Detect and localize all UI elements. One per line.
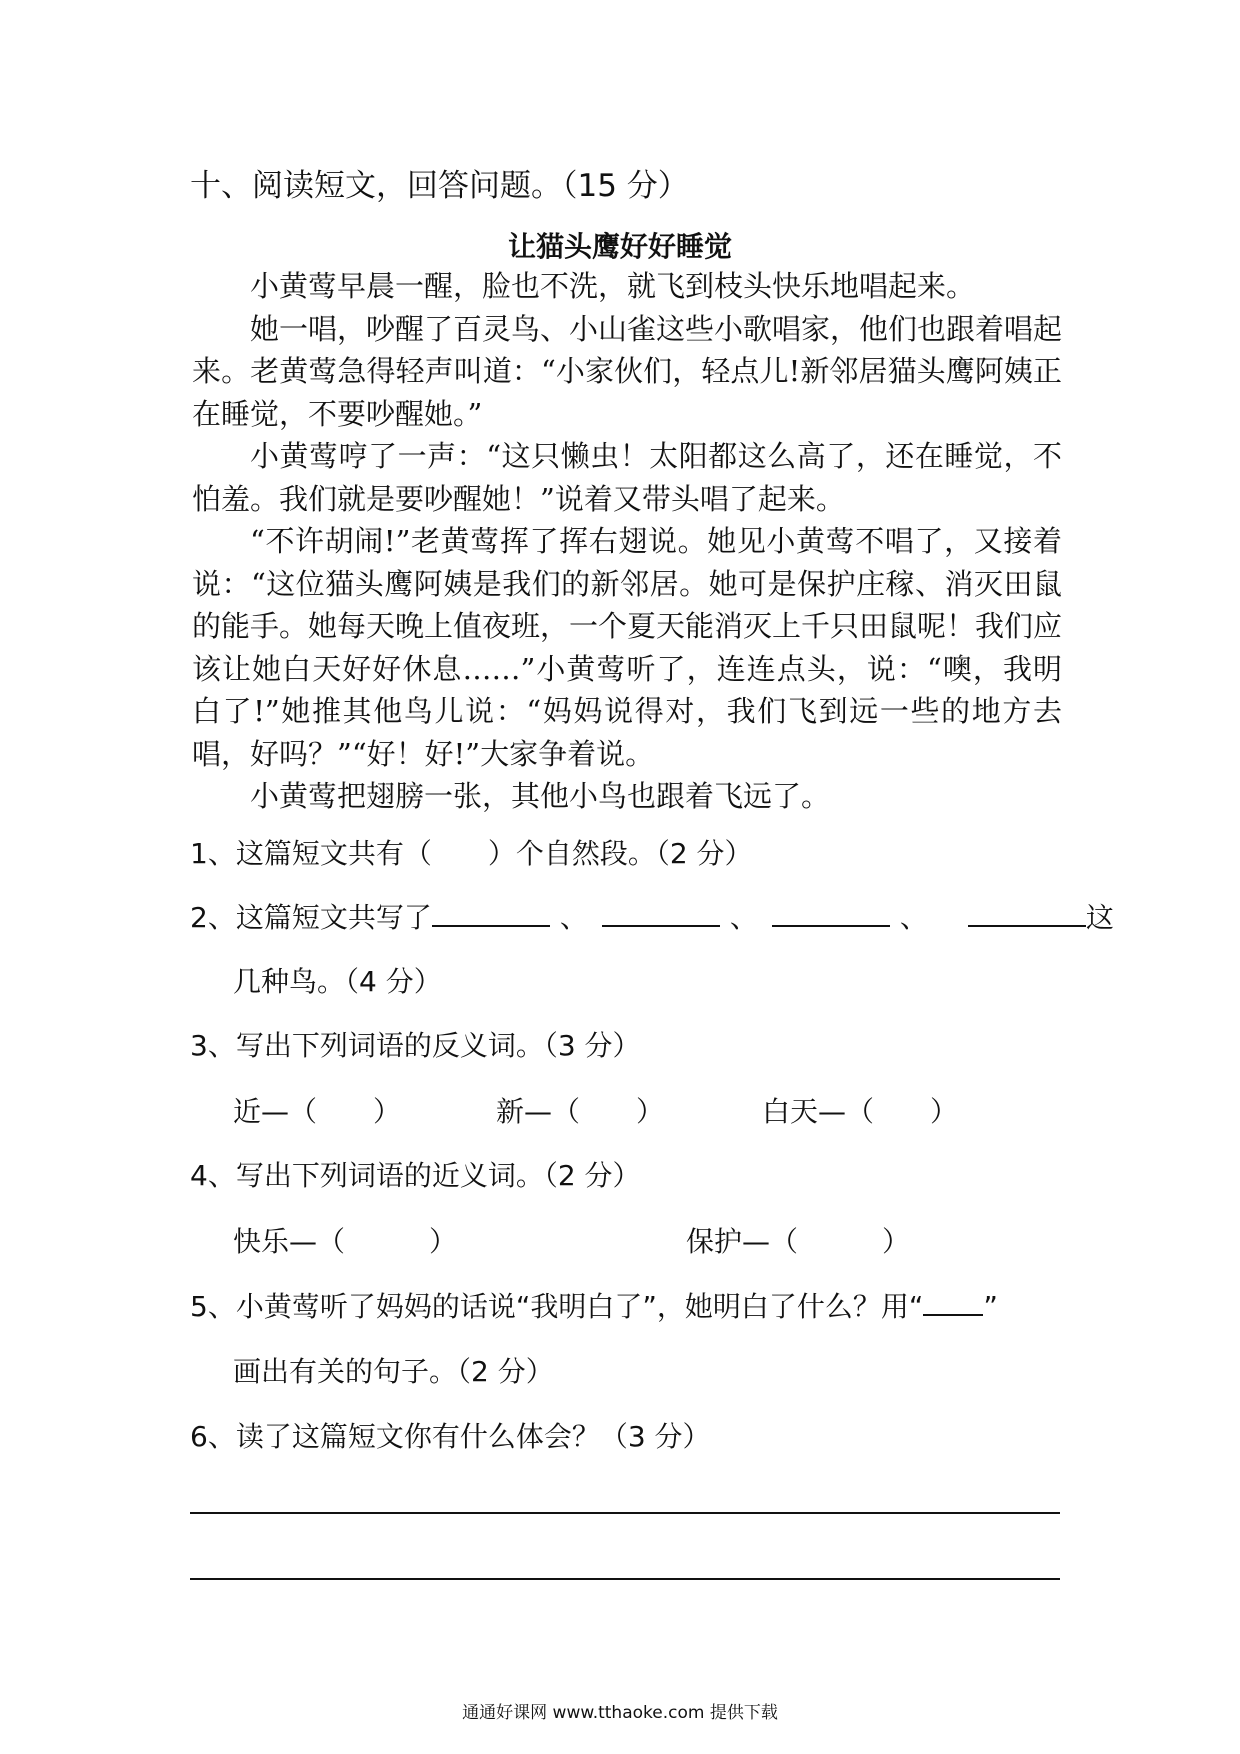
answer-line-2[interactable] [190,1578,1060,1580]
footer-credit: 通通好课网 www.tthaoke.com 提供下载 [462,1703,778,1723]
antonym-item-2[interactable]: 新—（ ） [496,1095,665,1128]
answer-line-1[interactable] [190,1512,1060,1514]
answer-blank-4[interactable] [968,897,1086,927]
answer-blank-3[interactable] [772,897,890,927]
antonym-item-3[interactable]: 白天—（ ） [762,1095,959,1128]
question-5-text: 5、小黄莺听了妈妈的话说“我明白了”，她明白了什么？用“ [190,1290,924,1323]
answer-blank-2[interactable] [602,897,720,927]
underline-sample [923,1292,983,1316]
section-title: 十、阅读短文，回答问题。（15 分） [190,168,689,204]
question-5-continuation: 画出有关的句子。（2 分） [233,1355,554,1388]
answer-blank-1[interactable] [432,897,550,927]
question-2: 2、这篇短文共写了 、 、 、 这 [190,896,1114,936]
antonym-item-1[interactable]: 近—（ ） [233,1095,402,1128]
paragraph-2: 她一唱，吵醒了百灵鸟、小山雀这些小歌唱家，他们也跟着唱起来。老黄莺急得轻声叫道：“小家伙们，轻点儿!新邻居猫头鹰阿姨正在睡觉，不要吵醒她。” [192,311,1063,431]
reading-passage [192,265,1062,818]
question-1: 1、这篇短文共有（ ）个自然段。（2 分） [190,837,753,870]
question-4: 4、写出下列词语的近义词。（2 分） [190,1159,641,1192]
question-3: 3、写出下列词语的反义词。（3 分） [190,1029,641,1062]
question-6: 6、读了这篇短文你有什么体会？（3 分） [190,1420,711,1453]
paragraph-4: “不许胡闹!”老黄莺挥了挥右翅说。她见小黄莺不唱了，又接着说：“这位猫头鹰阿姨是我们的新邻居。她可是保护庄稼、消灭田鼠的能手。她每天晚上值夜班，一个夏天能消灭上千只田鼠呢！我们应该让她白天好好休息……”小黄莺听了，连连点头，说：“噢，我明白了!”她推其他鸟儿说：“妈妈说得对，我们飞到远一些的地方去唱，好吗？”“好！好!”大家争着说。 [192,524,1063,771]
synonym-item-2[interactable]: 保护—（ ） [686,1225,911,1258]
passage-title: 让猫头鹰好好睡觉 [507,230,732,263]
paragraph-1: 小黄莺早晨一醒，脸也不洗，就飞到枝头快乐地唱起来。 [250,269,976,303]
synonym-item-1[interactable]: 快乐—（ ） [233,1225,458,1258]
question-5: 5、小黄莺听了妈妈的话说“我明白了”，她明白了什么？用“ ” [190,1290,998,1323]
paragraph-5: 小黄莺把翅膀一张，其他小鸟也跟着飞远了。 [250,779,831,813]
paragraph-3: 小黄莺哼了一声：“这只懒虫！太阳都这么高了，还在睡觉，不怕羞。我们就是要吵醒她！”说着又带头唱了起来。 [192,439,1062,516]
question-2-text: 2、这篇短文共写了 [190,901,432,934]
question-2-continuation: 几种鸟。（4 分） [233,965,442,998]
